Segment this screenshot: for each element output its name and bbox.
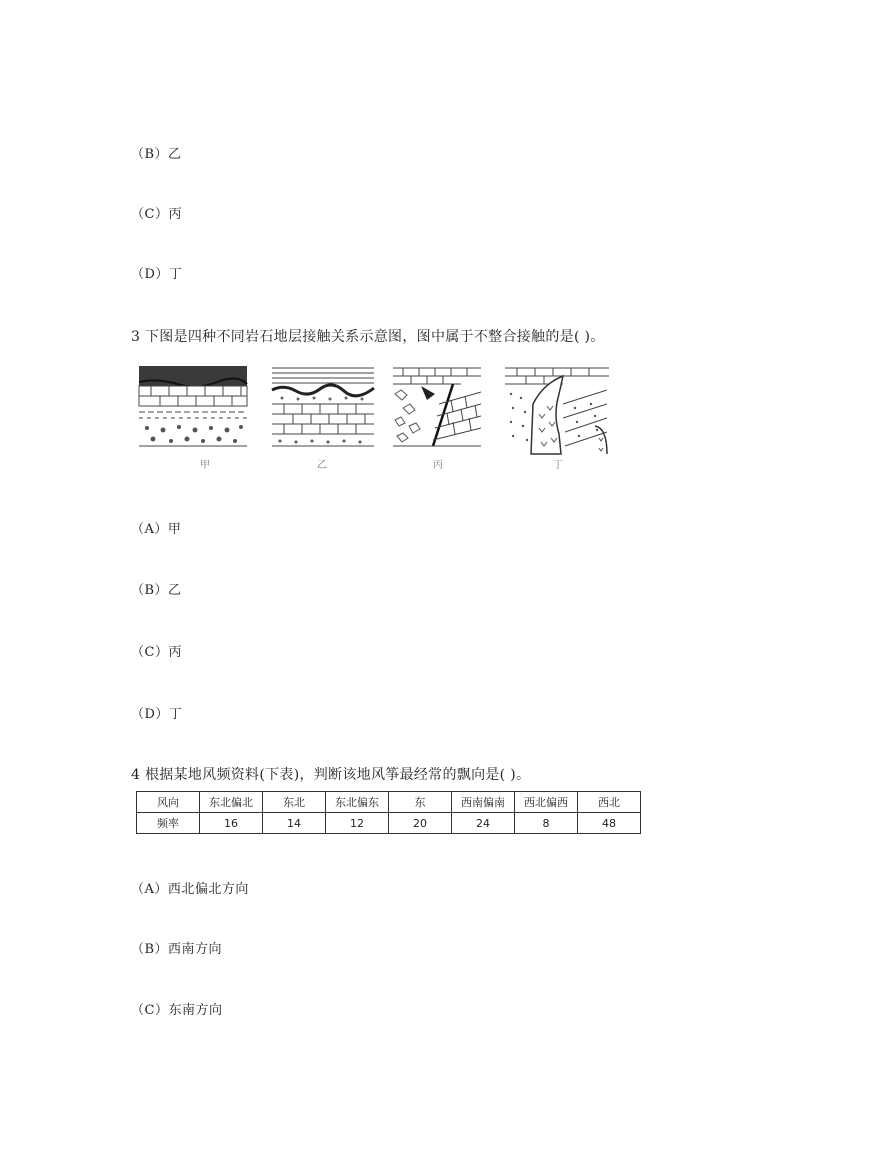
table-header-cell: 西北偏西 (515, 792, 578, 813)
table-cell: 24 (452, 813, 515, 834)
table-cell: 20 (389, 813, 452, 834)
q2-option-c: （C）丙 (131, 207, 182, 222)
q2-option-b: （B）乙 (131, 147, 182, 162)
table-header-cell: 西北 (578, 792, 641, 813)
q3-option-d: （D）丁 (131, 707, 183, 722)
table-header-cell: 东北 (263, 792, 326, 813)
q4-stem: 4 根据某地风频资料(下表)，判断该地风筝最经常的飘向是( )。 (131, 767, 531, 783)
figure-caption-yi: 乙 (317, 460, 327, 471)
table-cell: 48 (578, 813, 641, 834)
figure-caption-bing: 丙 (433, 460, 443, 471)
table-row (137, 813, 641, 834)
q4-option-b: （B）西南方向 (131, 942, 223, 957)
figure-caption-ding: 丁 (553, 460, 563, 471)
q3-option-b: （B）乙 (131, 583, 182, 598)
table-cell: 8 (515, 813, 578, 834)
table-cell: 频率 (137, 813, 200, 834)
figure-yi (270, 364, 376, 448)
table-header-cell: 东北偏北 (200, 792, 263, 813)
q4-option-c: （C）东南方向 (131, 1003, 223, 1018)
q4-option-a: （A）西北偏北方向 (131, 882, 249, 897)
wind-frequency-table (136, 791, 641, 834)
q3-stem: 3 下图是四种不同岩石地层接触关系示意图，图中属于不整合接触的是( )。 (131, 329, 605, 345)
q2-option-d: （D）丁 (131, 267, 183, 282)
table-cell: 12 (326, 813, 389, 834)
table-header-row (137, 792, 641, 813)
table-header-cell: 风向 (137, 792, 200, 813)
table-cell: 14 (263, 813, 326, 834)
table-header-cell: 东北偏东 (326, 792, 389, 813)
table-header-cell: 西南偏南 (452, 792, 515, 813)
q3-option-c: （C）丙 (131, 645, 182, 660)
table-header-cell: 东 (389, 792, 452, 813)
table-cell: 16 (200, 813, 263, 834)
figure-jia (137, 364, 249, 448)
figure-ding (503, 364, 611, 456)
q3-option-a: （A）甲 (131, 522, 182, 537)
figure-bing (391, 364, 483, 448)
figure-caption-jia: 甲 (200, 460, 210, 471)
